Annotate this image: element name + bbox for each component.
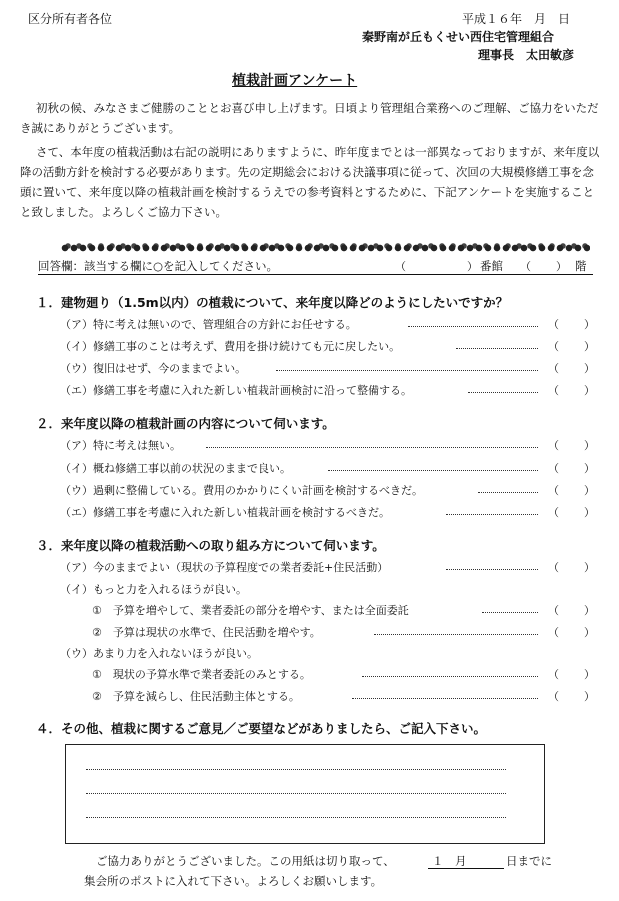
question-2: ２．来年度以降の植栽計画の内容について伺います。 [36, 416, 335, 431]
comment-line [86, 817, 506, 818]
leader-dots [446, 514, 538, 515]
q1-option-d: （エ）修繕工事を考慮に入れた新しい植栽計画検討に沿って整備する。 [60, 384, 412, 397]
q1-option-a: （ア）特に考えは無いので、管理組合の方針にお任せする。 [60, 318, 357, 331]
q2-option-c-answer[interactable]: （ ） [548, 484, 596, 497]
leader-dots [352, 698, 538, 699]
q3-option-b-sub-2-answer[interactable]: （ ） [548, 626, 596, 639]
org-name: 秦野南が丘もくせい西住宅管理組合 [362, 30, 555, 44]
q3-option-b-sub-1-answer[interactable]: （ ） [548, 604, 596, 617]
comment-line [86, 769, 506, 770]
q3-option-b: （イ）もっと力を入れるほうが良い。 [60, 583, 247, 596]
question-1: １．建物廻り（1.5m以内）の植栽について、来年度以降どのようにしたいですか？ [36, 295, 509, 310]
footer-thanks: ご協力ありがとうございました。この用紙は切り取って、 [96, 854, 395, 868]
q1-option-d-answer[interactable]: （ ） [548, 384, 596, 397]
respondent-underline [38, 274, 593, 275]
intro-paragraph-2: さて、本年度の植栽活動は右記の説明にありますように、昨年度までとは一部異なっておりますが、来年度以降の活動方針を検討する必要があります。先の定期総会における決議事項に従って、次回の大規模修繕工事を念頭に置いて、来年度以降の植栽計画を検討するうえでの参考資料とするために、下記アンケートを実施することと致しました。よろしくご協力下さい。 [20, 145, 600, 219]
date: 平成１６年 月 日 [462, 12, 571, 26]
footer-instructions: 集会所のポストに入れて下さい。よろしくお願いします。 [84, 874, 383, 888]
leader-dots [276, 370, 538, 371]
comment-line [86, 793, 506, 794]
q1-option-b-answer[interactable]: （ ） [548, 340, 596, 353]
leader-dots [468, 392, 538, 393]
q3-option-c: （ウ）あまり力を入れないほうが良い。 [60, 647, 258, 660]
q1-option-a-answer[interactable]: （ ） [548, 318, 596, 331]
leader-dots [456, 348, 538, 349]
leader-dots [374, 634, 538, 635]
q1-option-b: （イ）修繕工事のことは考えず、費用を掛け続けても元に戻したい。 [60, 340, 401, 353]
floor-label: 階 [575, 259, 587, 273]
comment-box[interactable] [65, 744, 545, 844]
building-label: 番館 [480, 259, 503, 273]
recipient: 区分所有者各位 [28, 12, 113, 26]
q3-option-a: （ア）今のままでよい（現状の予算程度での業者委託+住民活動） [60, 561, 389, 574]
signer: 理事長 太田敏彦 [478, 48, 575, 62]
footer-deadline-suffix: 日までに [506, 854, 552, 868]
q2-option-d: （エ）修繕工事を考慮に入れた新しい植栽計画を検討するべきだ。 [60, 506, 390, 519]
leader-dots [328, 470, 538, 471]
q1-option-c: （ウ）復旧はせず、今のままでよい。 [60, 362, 247, 375]
q2-option-a-answer[interactable]: （ ） [548, 439, 596, 452]
q3-option-b-sub-1: ① 予算を増やして、業者委託の部分を増やす、または全面委託 [92, 604, 409, 617]
answer-instruction: 回答欄：該当する欄に○を記入してください。 [38, 259, 279, 273]
q1-option-c-answer[interactable]: （ ） [548, 362, 596, 375]
leader-dots [206, 447, 538, 448]
leader-dots [482, 612, 538, 613]
floor-number-field[interactable]: （ ） [520, 260, 568, 273]
q3-option-c-sub-2-answer[interactable]: （ ） [548, 690, 596, 703]
q3-option-c-sub-1-answer[interactable]: （ ） [548, 668, 596, 681]
q3-option-a-answer[interactable]: （ ） [548, 561, 596, 574]
question-4: ４．その他、植栽に関するご意見／ご要望などがありましたら、ご記入下さい。 [36, 721, 487, 736]
q3-option-b-sub-2: ② 予算は現状の水準で、住民活動を増やす。 [92, 626, 321, 639]
q2-option-b: （イ）概ね修繕工事以前の状況のままで良い。 [60, 462, 291, 475]
leader-dots [478, 492, 538, 493]
cut-line-divider [60, 243, 590, 253]
q3-option-c-sub-2: ② 予算を減らし、住民活動主体とする。 [92, 690, 300, 703]
q2-option-d-answer[interactable]: （ ） [548, 506, 596, 519]
q2-option-a: （ア）特に考えは無い。 [60, 439, 181, 452]
leader-dots [446, 569, 538, 570]
building-number-field[interactable]: （ ） [395, 260, 479, 273]
footer-deadline-month: １ 月 [432, 854, 467, 868]
intro-paragraph-1: 初秋の候、みなさまご健勝のこととお喜び申し上げます。日頃より管理組合業務へのご理解、ご協力をいただき誠にありがとうございます。 [20, 101, 599, 135]
page-title: 植栽計画アンケート [232, 73, 358, 89]
question-3: ３．来年度以降の植栽活動への取り組み方について伺います。 [36, 538, 385, 553]
deadline-underline [428, 868, 504, 869]
leader-dots [408, 326, 538, 327]
q3-option-c-sub-1: ① 現状の予算水準で業者委託のみとする。 [92, 668, 311, 681]
leader-dots [362, 676, 538, 677]
q2-option-b-answer[interactable]: （ ） [548, 462, 596, 475]
q2-option-c: （ウ）過剰に整備している。費用のかかりにくい計画を検討するべきだ。 [60, 484, 423, 497]
